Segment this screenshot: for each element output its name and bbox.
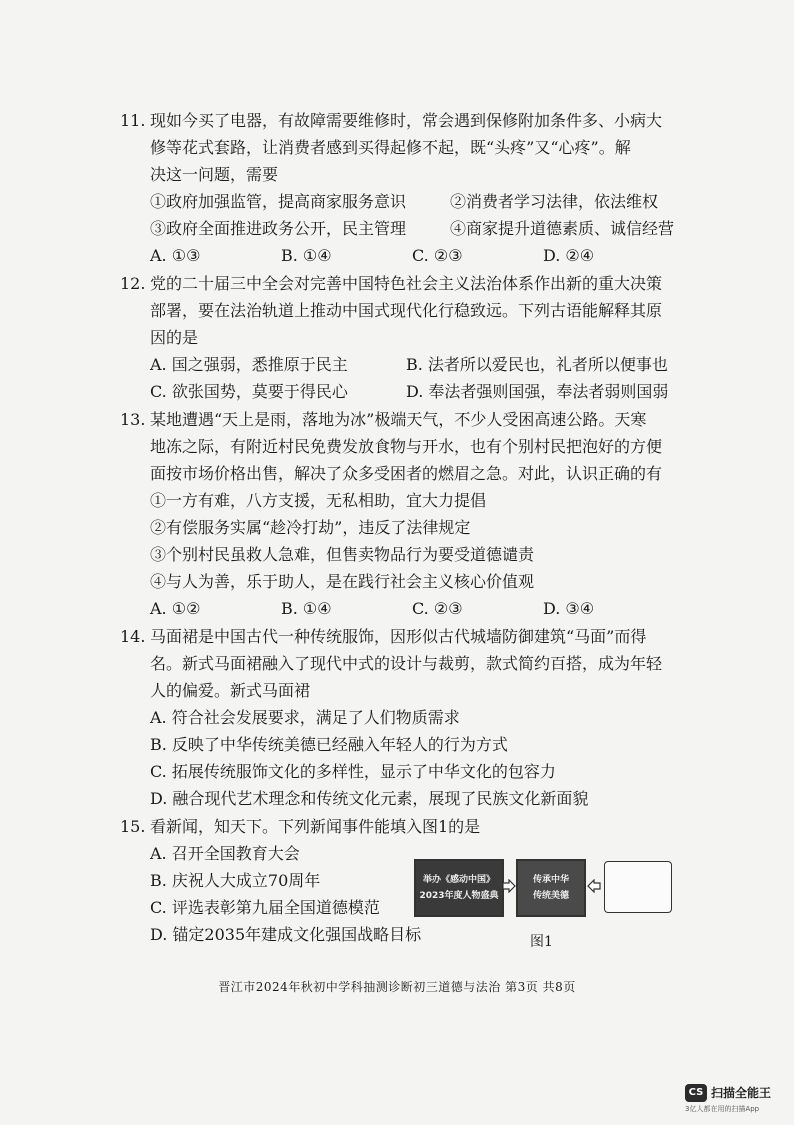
- question-number: 15.: [120, 817, 146, 836]
- option-a: A. ①③: [150, 246, 201, 265]
- question-11: [120, 107, 690, 269]
- option-b: B. 法者所以爱民也，礼者所以便事也: [406, 355, 668, 374]
- logo-tagline: 3亿人都在用的扫描App: [685, 1105, 760, 1113]
- question-stem-line: 地冻之际，有附近村民免费发放食物与开水，也有个别村民把泡好的方便: [150, 437, 663, 456]
- option-d: D. ②④: [543, 246, 595, 265]
- option-c: C. ②③: [412, 599, 463, 618]
- option-a: A. 国之强弱，悉推原于民主: [150, 355, 348, 374]
- option-d: D. ③④: [543, 599, 595, 618]
- option-b: B. 庆祝人大成立70周年: [150, 871, 321, 890]
- question-number: 11.: [120, 111, 146, 130]
- question-stem-line: 某地遭遇“天上是雨，落地为冰”极端天气，不少人受困高速公路。天寒: [150, 410, 647, 429]
- question-stem-line: 修等花式套路，让消费者感到买得起修不起，既“头疼”又“心疼”。解: [150, 138, 631, 157]
- figure-box-text: 传承中华: [532, 875, 569, 885]
- statement: ②消费者学习法律，依法维权: [450, 192, 659, 211]
- question-stem-line: 党的二十届三中全会对完善中国特色社会主义法治体系作出新的重大决策: [150, 274, 663, 293]
- option-c: C. 欲张国势，莫要于得民心: [150, 382, 348, 401]
- figure-box-text: 传统美德: [532, 891, 569, 901]
- arrow-left-icon: [587, 879, 601, 893]
- statement: ④商家提升道德素质、诚信经营: [450, 219, 675, 238]
- figure-box-text: 举办《感动中国》: [422, 875, 495, 885]
- statement: ②有偿服务实属“趁冷打劫”，违反了法律规定: [150, 518, 471, 537]
- figure-caption: 图1: [530, 934, 553, 950]
- question-number: 14.: [120, 627, 146, 646]
- question-stem-line: 现如今买了电器，有故障需要维修时，常会遇到保修附加条件多、小病大: [150, 111, 663, 130]
- figure-blank-box: [604, 861, 672, 913]
- option-a: A. 符合社会发展要求，满足了人们物质需求: [150, 708, 460, 727]
- question-stem-line: 决这一问题，需要: [150, 165, 279, 184]
- figure-box-text: 2023年度人物盛典: [419, 891, 499, 901]
- option-d: D. 融合现代艺术理念和传统文化元素，展现了民族文化新面貌: [150, 789, 589, 808]
- statement: ①政府加强监管，提高商家服务意识: [150, 192, 407, 211]
- question-14: [120, 623, 690, 812]
- question-12: [120, 270, 690, 405]
- question-stem-line: 马面裙是中国古代一种传统服饰，因形似古代城墙防御建筑“马面”而得: [150, 627, 647, 646]
- option-b: B. ①④: [281, 246, 332, 265]
- option-a: A. ①②: [150, 599, 201, 618]
- question-stem-line: 因的是: [150, 328, 199, 347]
- option-c: C. 拓展传统服饰文化的多样性，显示了中华文化的包容力: [150, 762, 556, 781]
- option-b: B. 反映了中华传统美德已经融入年轻人的行为方式: [150, 735, 508, 754]
- figure-box-event: [414, 859, 504, 917]
- question-stem-line: 面按市场价格出售，解决了众多受困者的燃眉之急。对此，认识正确的有: [150, 464, 663, 483]
- figure-1: [414, 859, 674, 959]
- option-b: B. ①④: [281, 599, 332, 618]
- statement: ③个别村民虽救人急难，但售卖物品行为要受道德谴责: [150, 545, 535, 564]
- cs-logo-icon: CS: [685, 1084, 707, 1102]
- statement: ③政府全面推进政务公开，民主管理: [150, 219, 407, 238]
- question-number: 13.: [120, 410, 146, 429]
- option-d: D. 锚定2035年建成文化强国战略目标: [150, 925, 422, 944]
- question-13: [120, 406, 690, 622]
- page-footer: 晋江市2024年秋初中学科抽测诊断初三道德与法治 第3页 共8页: [218, 980, 576, 994]
- figure-box-theme: [516, 859, 586, 917]
- option-d: D. 奉法者强则国强，奉法者弱则国弱: [406, 382, 669, 401]
- question-stem-line: 看新闻，知天下。下列新闻事件能填入图1的是: [150, 817, 481, 836]
- option-c: C. 评选表彰第九届全国道德模范: [150, 898, 380, 917]
- option-a: A. 召开全国教育大会: [150, 844, 300, 863]
- question-stem-line: 名。新式马面裙融入了现代中式的设计与裁剪，款式简约百搭，成为年轻: [150, 654, 663, 673]
- logo-name: 扫描全能王: [711, 1086, 772, 1100]
- statement: ④与人为善，乐于助人，是在践行社会主义核心价值观: [150, 572, 535, 591]
- question-stem-line: 部署，要在法治轨道上推动中国式现代化行稳致远。下列古语能解释其原: [150, 301, 663, 320]
- arrow-right-icon: [502, 879, 516, 893]
- option-c: C. ②③: [412, 246, 463, 265]
- question-stem-line: 人的偏爱。新式马面裙: [150, 681, 311, 700]
- scanner-app-logo: [685, 1082, 785, 1116]
- statement: ①一方有难，八方支援，无私相助，宜大力提倡: [150, 491, 487, 510]
- question-number: 12.: [120, 274, 146, 293]
